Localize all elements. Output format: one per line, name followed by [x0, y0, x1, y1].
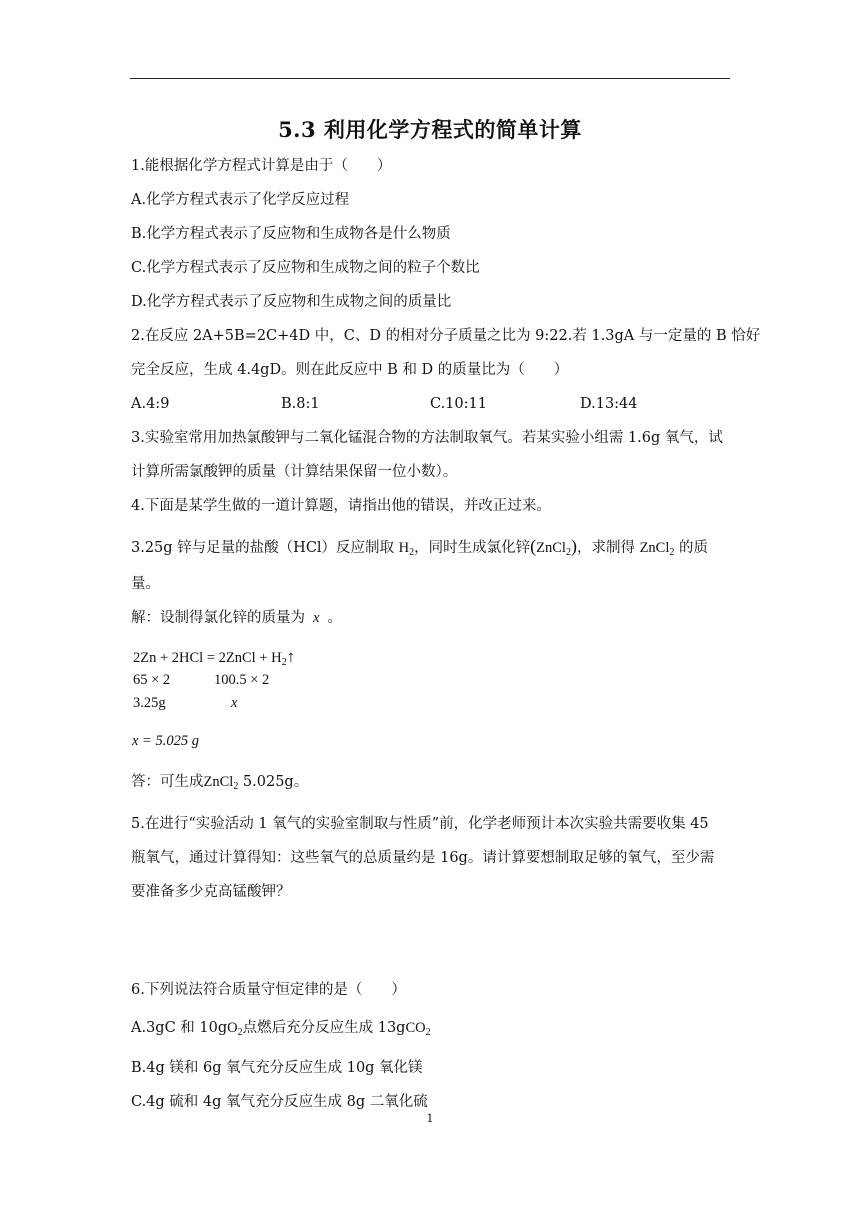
q1-option-c: C.化学方程式表示了反应物和生成物之间的粒子个数比 [131, 260, 480, 276]
q4-row1-left: 65 × 2 [133, 672, 171, 688]
q6-option-b: B.4g 镁和 6g 氧气充分反应生成 10g 氧化镁 [131, 1060, 423, 1076]
q5-line2: 瓶氧气，通过计算得知：这些氧气的总质量约是 16g。请计算要想制取足够的氧气，至少需 [131, 850, 715, 866]
variable-x: x [313, 610, 320, 626]
header-rule [130, 78, 730, 79]
zncl2-formula: ZnCl$_2$ [536, 540, 571, 558]
page-title: 5.3 利用化学方程式的简单计算 [278, 117, 582, 142]
q4-solution-intro: 解：设制得氯化锌的质量为 x 。 [131, 610, 342, 626]
q3-line2: 计算所需氯酸钾的质量（计算结果保留一位小数）。 [131, 464, 458, 480]
q2-line1: 2.在反应 2A+5B=2C+4D 中，C、D 的相对分子质量之比为 9:22.若 1.3gA 与一定量的 B 恰好 [131, 328, 761, 344]
q2-option-c: C.10:11 [430, 396, 487, 412]
o2-formula: $O_2$ [227, 1020, 243, 1038]
q6-stem: 6.下列说法符合质量守恒定律的是（ ） [131, 982, 406, 998]
q1-option-d: D.化学方程式表示了反应物和生成物之间的质量比 [131, 294, 452, 310]
q1-option-b: B.化学方程式表示了反应物和生成物各是什么物质 [131, 226, 451, 242]
q5-line1: 5.在进行“实验活动 1 氧气的实验室制取与性质”前，化学老师预计本次实验共需要收集 45 [131, 816, 709, 832]
q3-line1: 3.实验室常用加热氯酸钾与二氧化锰混合物的方法制取氧气。若某实验小组需 1.6g 氧气，试 [131, 430, 723, 446]
q5-line3: 要准备多少克高锰酸钾？ [131, 884, 291, 900]
page-number: 1 [426, 1112, 434, 1125]
q6-option-a: A.3gC 和 $10gO_2$点燃后充分反应生成 13gCO$_2$ [131, 1020, 431, 1038]
q2-option-b: B.8:1 [281, 396, 320, 412]
q4-answer: 答：可生成ZnCl$_2$ 5.025g。 [131, 774, 309, 792]
q1-option-a: A.化学方程式表示了化学反应过程 [131, 192, 350, 208]
zncl2-formula-3: ZnCl$_2$ [203, 774, 239, 792]
q4-problem-line1: 3.25g 锌与足量的盐酸（HCl）反应制取 $H_2$，同时生成氯化锌(ZnCl$_2$)，求制得 ZnCl$_2$ 的质 [131, 536, 708, 558]
co2-formula: $CO_2$ [405, 1020, 431, 1038]
h2-formula: $H_2$ [398, 540, 415, 558]
q2-option-a: A.4:9 [131, 396, 170, 412]
gas-arrow-icon: ↑ [286, 647, 296, 666]
q4-result: x = 5.025 g [132, 733, 199, 749]
q4-row2-right: x [231, 695, 238, 711]
q6-option-c: C.4g 硫和 4g 氧气充分反应生成 8g 二氧化硫 [131, 1094, 428, 1110]
q4-problem-line2: 量。 [131, 576, 160, 592]
q1-stem: 1.能根据化学方程式计算是由于（ ） [131, 158, 392, 174]
q4-stem: 4.下面是某学生做的一道计算题，请指出他的错误，并改正过来。 [131, 498, 551, 514]
q4-equation: 2Zn + 2HCl = 2ZnCl + $H_2↑$ [133, 647, 296, 668]
zncl2-formula-2: ZnCl$_2$ [639, 540, 675, 558]
q4-row1-right: 100.5 × 2 [214, 672, 270, 688]
q4-row2-left: 3.25g [133, 695, 166, 711]
q2-line2: 完全反应，生成 4.4gD。则在此反应中 B 和 D 的质量比为（ ） [131, 362, 569, 378]
q2-option-d: D.13:44 [580, 396, 638, 412]
